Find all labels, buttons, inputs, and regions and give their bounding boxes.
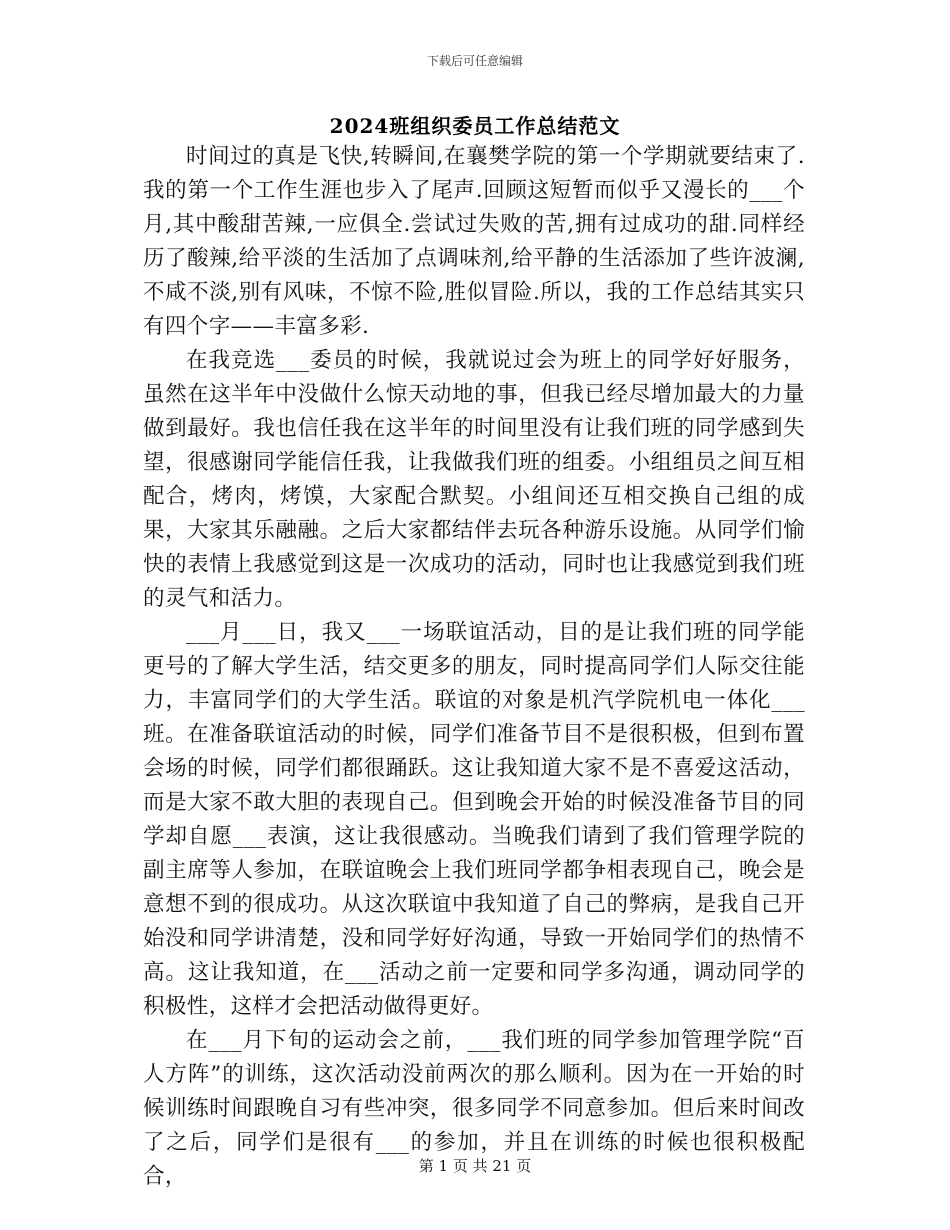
paragraph-1: 时间过的真是飞快,转瞬间,在襄樊学院的第一个学期就要结束了.我的第一个工作生涯也步入了尾声.回顾这短暂而似乎又漫长的___个月,其中酸甜苦辣,一应俱全.尝试过失败的苦,拥有过成功的甜.同样经历了酸辣,给平淡的生活加了点调味剂,给平静的生活添加了些许波澜,不咸不淡,别有风味，不惊不险,胜似冒险.所以，我的工作总结其实只有四个字——丰富多彩. <box>143 144 805 339</box>
paragraph-2: 在我竞选___委员的时候，我就说过会为班上的同学好好服务，虽然在这半年中没做什么惊天动地的事，但我已经尽增加最大的力量做到最好。我也信任我在这半年的时间里没有让我们班的同学感到失望，很感谢同学能信任我，让我做我们班的组委。小组组员之间互相配合，烤肉，烤馍，大家配合默契。小组间还互相交换自己组的成果，大家其乐融融。之后大家都结伴去玩各种游乐设施。从同学们愉快的表情上我感觉到这是一次成功的活动，同时也让我感觉到我们班的灵气和活力。 <box>143 348 805 611</box>
header-note: 下载后可任意编辑 <box>426 54 523 68</box>
paragraph-3: ___月___日，我又___一场联谊活动，目的是让我们班的同学能更号的了解大学生活，结交更多的朋友，同时提高同学们人际交往能力，丰富同学们的大学生活。联谊的对象是机汽学院机电一体化___班。在准备联谊活动的时候，同学们准备节目不是很积极，但到布置会场的时候，同学们都很踊跃。这让我知道大家不是不喜爱这活动，而是大家不敢大胆的表现自己。但到晚会开始的时候没准备节目的同学却自愿___表演，这让我很感动。当晚我们请到了我们管理学院的副主席等人参加，在联谊晚会上我们班同学都争相表现自己，晚会是意想不到的很成功。从这次联谊中我知道了自己的弊病，是我自己开始没和同学讲清楚，没和同学好好沟通，导致一开始同学们的热情不高。这让我知道，在___活动之前一定要和同学多沟通，调动同学的积极性，这样才会把活动做得更好。 <box>143 620 805 1019</box>
paragraph-4: 在___月下旬的运动会之前，___我们班的同学参加管理学院“百人方阵”的训练，这次活动没前两次的那么顺利。因为在一开始的时候训练时间跟晚自习有些冲突，很多同学不同意参加。但后来时间改了之后，同学们是很有___的参加，并且在训练的时候也很积极配合， <box>143 1028 805 1189</box>
page-number-footer: 第 1 页 共 21 页 <box>418 1157 532 1175</box>
document-body <box>143 140 805 1194</box>
document-title: 2024班组织委员工作总结范文 <box>329 114 621 138</box>
